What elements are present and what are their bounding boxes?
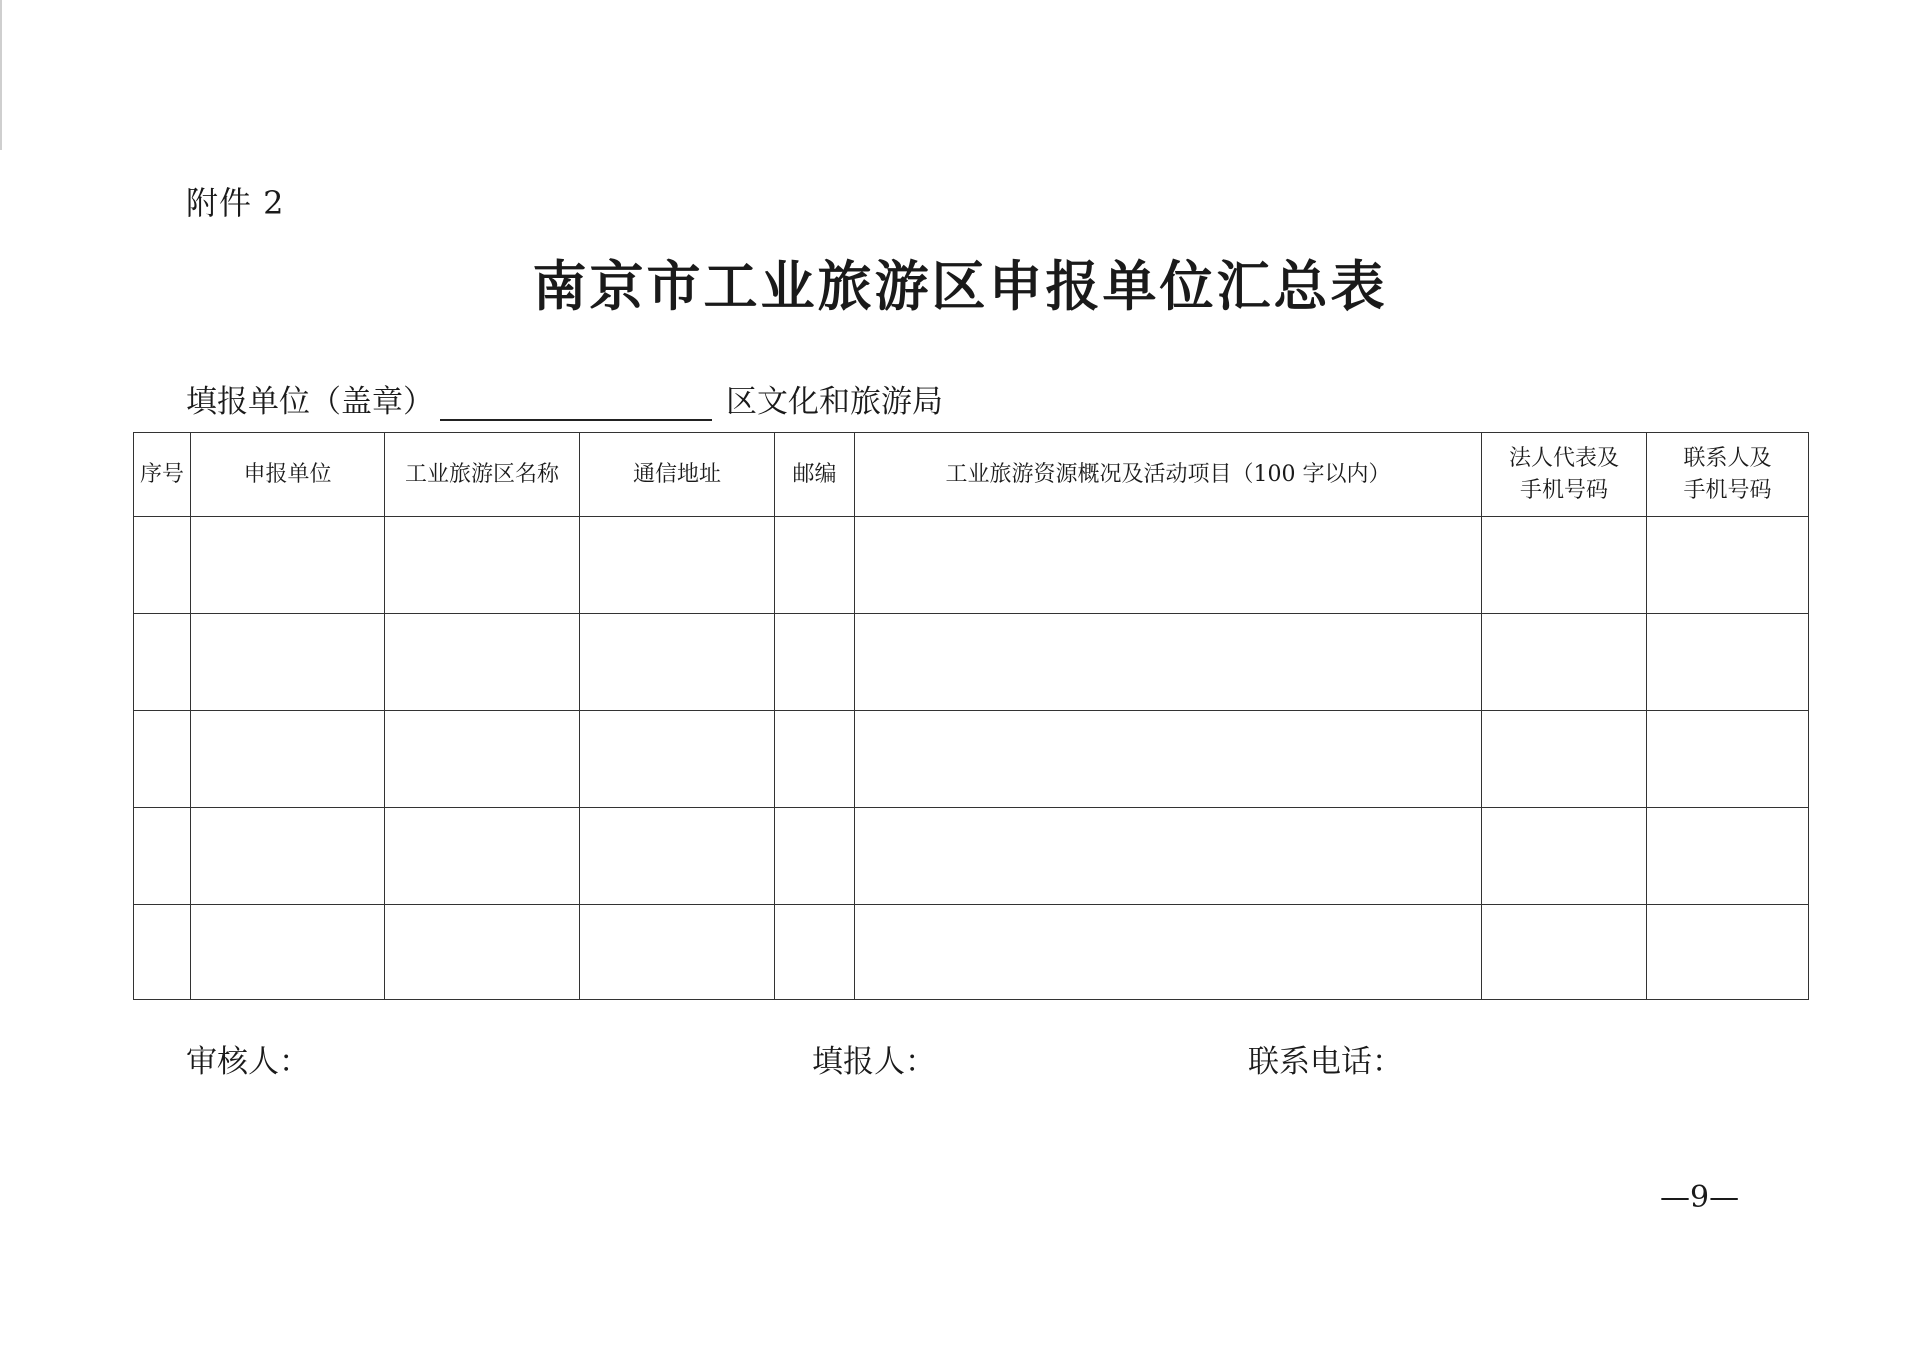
contact-phone-label: 联系电话： (1248, 1044, 1403, 1080)
header-mailing-address: 通信地址 (580, 433, 775, 517)
table-cell[interactable] (1482, 905, 1647, 1000)
header-resource-overview: 工业旅游资源概况及活动项目（100 字以内） (855, 433, 1482, 517)
header-contact-person-line2: 手机号码 (1683, 477, 1772, 503)
table-row (134, 905, 1809, 1000)
table-cell[interactable] (580, 614, 775, 711)
table-row (134, 517, 1809, 614)
table-cell[interactable] (385, 711, 580, 808)
table-cell[interactable] (1647, 517, 1809, 614)
page-edge (0, 0, 2, 150)
page-title: 南京市工业旅游区申报单位汇总表 (532, 254, 1388, 318)
table-cell[interactable] (855, 711, 1482, 808)
table-cell[interactable] (580, 905, 775, 1000)
table-cell[interactable] (1647, 711, 1809, 808)
table-cell[interactable] (580, 517, 775, 614)
table-cell[interactable] (775, 905, 855, 1000)
summary-table (133, 432, 1809, 1000)
header-legal-representative (1482, 433, 1647, 517)
table-cell[interactable] (134, 711, 191, 808)
table-cell[interactable] (385, 905, 580, 1000)
table-header-row (134, 433, 1809, 517)
table-cell[interactable] (1482, 808, 1647, 905)
header-legal-representative-line1: 法人代表及 (1508, 445, 1619, 471)
table-cell[interactable] (855, 614, 1482, 711)
filler-label: 填报人： (812, 1044, 936, 1080)
header-postcode: 邮编 (775, 433, 855, 517)
table-cell[interactable] (191, 517, 385, 614)
table-cell[interactable] (1647, 808, 1809, 905)
table-row (134, 808, 1809, 905)
table-cell[interactable] (191, 614, 385, 711)
table-cell[interactable] (1482, 711, 1647, 808)
fill-unit-row (186, 376, 943, 421)
table-cell[interactable] (1482, 517, 1647, 614)
header-index: 序号 (134, 433, 191, 517)
attachment-label: 附件 2 (186, 184, 285, 222)
table-cell[interactable] (775, 614, 855, 711)
table-cell[interactable] (580, 711, 775, 808)
table-cell[interactable] (134, 808, 191, 905)
header-contact-person (1647, 433, 1809, 517)
table-cell[interactable] (191, 905, 385, 1000)
table-cell[interactable] (855, 517, 1482, 614)
table-cell[interactable] (1482, 614, 1647, 711)
fill-unit-blank[interactable] (440, 389, 712, 421)
fill-unit-suffix: 区文化和旅游局 (726, 384, 943, 420)
table-cell[interactable] (385, 517, 580, 614)
header-contact-person-line1: 联系人及 (1683, 445, 1772, 471)
table-cell[interactable] (191, 808, 385, 905)
fill-unit-label: 填报单位（盖章） (186, 384, 434, 420)
table-cell[interactable] (855, 905, 1482, 1000)
table-cell[interactable] (385, 808, 580, 905)
table-cell[interactable] (1647, 614, 1809, 711)
table-row (134, 711, 1809, 808)
table-cell[interactable] (580, 808, 775, 905)
table-cell[interactable] (775, 517, 855, 614)
table-cell[interactable] (775, 711, 855, 808)
table-cell[interactable] (134, 905, 191, 1000)
header-applicant-unit: 申报单位 (191, 433, 385, 517)
table-cell[interactable] (191, 711, 385, 808)
header-tourism-area-name: 工业旅游区名称 (385, 433, 580, 517)
table-cell[interactable] (775, 808, 855, 905)
table-cell[interactable] (1647, 905, 1809, 1000)
reviewer-label: 审核人： (186, 1044, 310, 1080)
table-cell[interactable] (134, 517, 191, 614)
page-number: —9— (1660, 1180, 1740, 1215)
table-cell[interactable] (134, 614, 191, 711)
table-cell[interactable] (855, 808, 1482, 905)
table-row (134, 614, 1809, 711)
header-legal-representative-line2: 手机号码 (1519, 477, 1608, 503)
table-cell[interactable] (385, 614, 580, 711)
